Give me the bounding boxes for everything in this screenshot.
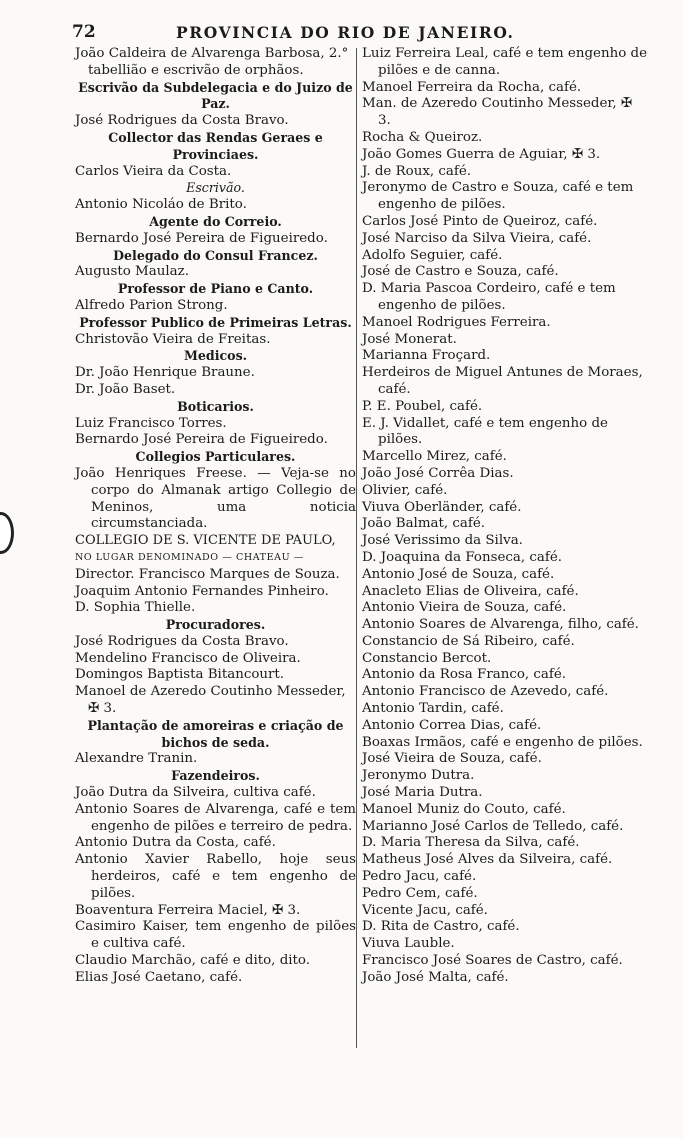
directory-entry: Olivier, café. xyxy=(362,482,448,498)
directory-entry: COLLEGIO DE S. VICENTE DE PAULO, xyxy=(75,533,336,549)
directory-entry: Augusto Maulaz. xyxy=(75,264,189,280)
directory-entry: Jeronymo de Castro e Souza, café e tem engenho de pilões. xyxy=(362,180,634,213)
section-heading: Plantação de amoreiras e criação de bichos de seda. xyxy=(87,717,344,750)
directory-entry: Viuva Oberländer, café. xyxy=(362,499,522,515)
directory-entry: Anacleto Elias de Oliveira, café. xyxy=(362,583,579,599)
directory-entry: Viuva Lauble. xyxy=(362,936,455,952)
directory-entry: E. J. Vidallet, café e tem engenho de pilões. xyxy=(362,415,608,448)
directory-entry: D. Joaquina da Fonseca, café. xyxy=(362,549,562,565)
directory-entry: Francisco José Soares de Castro, café. xyxy=(362,953,623,969)
directory-entry: Man. de Azeredo Coutinho Messeder, ✠ 3. xyxy=(362,96,633,129)
directory-entry: Joaquim Antonio Fernandes Pinheiro. xyxy=(75,583,329,599)
directory-entry: Antonio Xavier Rabello, hoje seus herdeiros, café e tem engenho de pilões. xyxy=(75,852,356,901)
directory-entry: Elias José Caetano, café. xyxy=(75,969,243,985)
section-heading: Medicos. xyxy=(183,348,248,364)
directory-entry: João Balmat, café. xyxy=(362,516,486,532)
directory-entry: Adolfo Seguier, café. xyxy=(362,247,503,263)
directory-entry: Pedro Jacu, café. xyxy=(362,869,477,885)
directory-entry: Luiz Francisco Torres. xyxy=(75,415,227,431)
directory-entry: Marcello Mirez, café. xyxy=(362,449,507,465)
directory-entry: José Rodrigues da Costa Bravo. xyxy=(75,113,289,129)
directory-entry: Matheus José Alves da Silveira, café. xyxy=(362,852,613,868)
directory-entry: Boaxas Irmãos, café e engenho de pilões. xyxy=(362,734,643,750)
directory-entry: D. Maria Theresa da Silva, café. xyxy=(362,835,580,851)
directory-entry: Marianno José Carlos de Telledo, café. xyxy=(362,818,624,834)
directory-entry: João Henriques Freese. — Veja-se no corpo do Almanak artigo Collegio de Meninos, uma noticia circumstanciada. xyxy=(75,465,356,532)
directory-entry: Carlos Vieira da Costa. xyxy=(75,163,232,179)
section-heading: Boticarios. xyxy=(177,398,254,414)
page-header xyxy=(72,22,642,44)
directory-entry: Luiz Ferreira Leal, café e tem engenho de pilões e de canna. xyxy=(362,46,648,78)
section-heading: Collector das Rendas Geraes e Provinciaes. xyxy=(108,129,323,162)
directory-entry: Antonio Dutra da Costa, café. xyxy=(75,835,276,851)
directory-entry: Domingos Baptista Bitancourt. xyxy=(75,667,285,683)
directory-entry: Rocha & Queiroz. xyxy=(362,129,483,145)
directory-entry: José de Castro e Souza, café. xyxy=(362,264,559,280)
directory-entry: P. E. Poubel, café. xyxy=(362,398,483,414)
directory-entry: D. Sophia Thielle. xyxy=(75,600,196,616)
directory-entry: D. Rita de Castro, café. xyxy=(362,919,520,935)
directory-entry: Director. Francisco Marques de Souza. xyxy=(75,566,340,582)
binding-hole xyxy=(0,512,14,554)
directory-entry: Bernardo José Pereira de Figueiredo. xyxy=(75,230,328,246)
directory-entry: José Narciso da Silva Vieira, café. xyxy=(362,230,592,246)
directory-entry: João Caldeira de Alvarenga Barbosa, 2.° tabellião e escrivão de orphãos. xyxy=(75,46,349,78)
directory-entry: Boaventura Ferreira Maciel, ✠ 3. xyxy=(75,902,301,918)
directory-entry: José Monerat. xyxy=(362,331,457,347)
section-heading: Escrivão da Subdelegacia e do Juizo de Paz. xyxy=(78,79,353,112)
directory-entry: José Vieira de Souza, café. xyxy=(362,751,542,767)
page-title: PROVINCIA DO RIO DE JANEIRO. xyxy=(176,23,515,42)
directory-entry: Dr. João Baset. xyxy=(75,381,176,397)
directory-entry: Alexandre Tranin. xyxy=(75,751,198,767)
left-column xyxy=(75,46,356,987)
directory-entry: João Gomes Guerra de Aguiar, ✠ 3. xyxy=(362,146,601,162)
directory-entry: Constancio de Sá Ribeiro, café. xyxy=(362,633,575,649)
directory-entry: Constancio Bercot. xyxy=(362,650,492,666)
page-number: 72 xyxy=(72,22,96,42)
directory-entry: Antonio Correa Dias, café. xyxy=(362,717,542,733)
section-heading: Professor de Piano e Canto. xyxy=(117,281,314,297)
directory-entry: Mendelino Francisco de Oliveira. xyxy=(75,650,301,666)
directory-entry: Pedro Cem, café. xyxy=(362,885,478,901)
directory-entry: Antonio Nicoláo de Brito. xyxy=(75,197,247,213)
directory-entry: João José Malta, café. xyxy=(362,969,509,985)
directory-entry: Antonio Francisco de Azevedo, café. xyxy=(362,684,609,700)
directory-entry: J. de Roux, café. xyxy=(362,163,472,179)
section-subheading: Escrivão. xyxy=(186,180,245,196)
section-heading: Delegado do Consul Francez. xyxy=(113,247,318,263)
directory-entry: Antonio da Rosa Franco, café. xyxy=(362,667,567,683)
directory-entry: Manoel Rodrigues Ferreira. xyxy=(362,314,551,330)
directory-entry: Casimiro Kaiser, tem engenho de pilões e cultiva café. xyxy=(75,919,356,952)
section-heading: Collegios Particulares. xyxy=(135,449,296,465)
directory-entry: Alfredo Parion Strong. xyxy=(75,297,228,313)
column-divider xyxy=(356,48,357,1048)
directory-entry: Marianna Froçard. xyxy=(362,348,491,364)
section-heading: Agente do Correio. xyxy=(149,213,282,229)
section-heading: Professor Publico de Primeiras Letras. xyxy=(79,314,352,330)
directory-entry: Antonio Soares de Alvarenga, café e tem engenho de pilões e terreiro de pedra. xyxy=(75,801,356,834)
directory-entry: Jeronymo Dutra. xyxy=(362,768,475,784)
directory-entry: Manoel Muniz do Couto, café. xyxy=(362,801,566,817)
directory-entry: Carlos José Pinto de Queiroz, café. xyxy=(362,213,598,229)
directory-entry: D. Maria Pascoa Cordeiro, café e tem engenho de pilões. xyxy=(362,281,616,313)
directory-entry: José Verissimo da Silva. xyxy=(362,533,523,549)
right-column xyxy=(362,46,647,987)
directory-entry: Claudio Marchão, café e dito, dito. xyxy=(75,953,311,969)
directory-entry: João José Corrêa Dias. xyxy=(362,465,514,481)
section-heading: Fazendeiros. xyxy=(171,768,260,784)
directory-entry: NO LUGAR DENOMINADO — CHATEAU — xyxy=(75,551,304,563)
directory-entry: Dr. João Henrique Braune. xyxy=(75,365,255,381)
directory-entry: Manoel Ferreira da Rocha, café. xyxy=(362,79,582,95)
directory-entry: Vicente Jacu, café. xyxy=(362,902,488,918)
directory-entry: Antonio José de Souza, café. xyxy=(362,566,555,582)
directory-entry: João Dutra da Silveira, cultiva café. xyxy=(75,785,316,801)
directory-entry: Antonio Vieira de Souza, café. xyxy=(362,600,567,616)
directory-entry: Bernardo José Pereira de Figueiredo. xyxy=(75,432,328,448)
directory-entry: Manoel de Azeredo Coutinho Messeder, ✠ 3. xyxy=(75,684,346,717)
directory-entry: José Rodrigues da Costa Bravo. xyxy=(75,633,289,649)
directory-entry: José Maria Dutra. xyxy=(362,785,483,801)
directory-entry: Christovão Vieira de Freitas. xyxy=(75,331,271,347)
directory-entry: Antonio Soares de Alvarenga, filho, café. xyxy=(362,617,639,633)
section-heading: Procuradores. xyxy=(165,617,266,633)
directory-entry: Antonio Tardin, café. xyxy=(362,701,504,717)
directory-entry: Herdeiros de Miguel Antunes de Moraes, café. xyxy=(362,365,643,397)
